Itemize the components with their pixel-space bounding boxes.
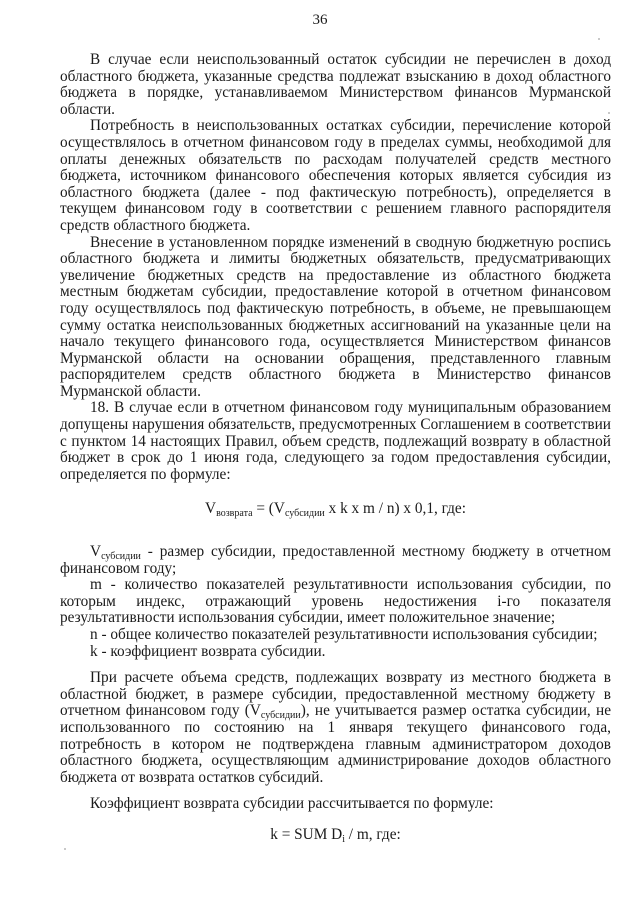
formula-v-return-subscript: возврата	[216, 508, 253, 520]
formula-v-symbol: V	[205, 500, 217, 518]
definition-k: k - коэффициент возврата субсидии.	[90, 642, 326, 660]
paragraph-unspent-balance: В случае если неиспользованный остаток субсидии не перечислен в доход областного бюджета, указанные средства подлежат взысканию в доход областного бюджета в порядке, устанавливаемом Министерством финансов Мурманской области.	[60, 51, 611, 118]
formula-equals-part: = (V	[252, 500, 285, 518]
paragraph-calculation-note	[60, 670, 611, 786]
formula2-subscript-i: i	[342, 833, 345, 845]
paragraph-actual-need: Потребность в неиспользованных остатках субсидии, перечисление которой осуществлялось в отчетном финансовом году в пределах суммы, необходимой для оплаты денежных обязательств по расходам получателей средств местного бюджета, источником финансового обеспечения которых является субсидия из областного бюджета (далее - под фактическую потребность), определяется в текущем финансовом году в соответствии с решением главного распорядителя средств областного бюджета.	[60, 117, 611, 234]
formula2-rest: / m, где:	[344, 825, 401, 843]
definition-v-symbol: V	[90, 543, 102, 561]
definition-m: m - количество показателей результативности использования субсидии, по которым индекс, отражающий уровень недостижения i-го показателя результативности использования субсидии, имеет положительное значение;	[60, 576, 611, 627]
document-body	[60, 52, 611, 844]
formula-rest: x k x m / n) x 0,1, где:	[324, 500, 466, 518]
page-number: 36	[312, 12, 328, 28]
definition-v-text: - размер субсидии, предоставленной местному бюджету в отчетном финансовом году;	[60, 543, 611, 577]
calc-note-after: ), не учитывается размер остатка субсидии, не использованного по состоянию на 1 января текущего финансового года, потребность в котором не подтверждена главным администратором доходов областного бюджета, осуществляющим администрирование доходов областного бюджета от возврата остатков субсидий.	[60, 702, 611, 786]
definition-n: n - общее количество показателей результативности использования субсидии;	[90, 626, 598, 643]
scan-speck	[598, 38, 600, 40]
paragraph-coefficient: Коэффициент возврата субсидии рассчитывается по формуле:	[90, 795, 494, 813]
scan-speck	[608, 112, 610, 114]
definition-v-subsidy	[60, 544, 611, 577]
formula-v-subsidy-subscript: субсидии	[284, 508, 325, 520]
calc-note-subscript: субсидии	[260, 710, 301, 722]
calc-note-before: При расчете объема средств, подлежащих возврату из местного бюджета в областной бюджет, в размере субсидии, предоставленной местному бюджету в отчетном финансовом году (V	[60, 669, 611, 720]
formula-return-volume	[60, 501, 611, 518]
paragraph-budget-changes: Внесение в установленном порядке изменений в сводную бюджетную роспись областного бюджета и лимиты бюджетных обязательств, предусматривающих увеличение бюджетных средств на предоставление из областного бюджета местным бюджетам субсидии, предоставление которой в отчетном финансовом году осуществлялось под фактическую потребность, в объеме, не превышающем сумму остатка неиспользованных бюджетных ассигнований на указанные цели на начало текущего финансового года, осуществляется Министерством финансов Мурманской области на основании обращения, представленного главным распорядителем средств областного бюджета в Министерство финансов Мурманской области.	[60, 233, 611, 400]
formula-coefficient	[60, 827, 611, 844]
definition-v-subscript: субсидии	[101, 551, 141, 563]
paragraph-item-18: 18. В случае если в отчетном финансовом году муниципальным образованием допущены нарушения обязательств, предусмотренных Соглашением в соответствии с пунктом 14 настоящих Правил, объем средств, подлежащий возврату в областной бюджет в срок до 1 июня года, следующего за годом предоставления субсидии, определяется по формуле:	[60, 399, 611, 483]
scan-speck	[64, 848, 66, 850]
formula2-start: k = SUM D	[270, 825, 343, 843]
